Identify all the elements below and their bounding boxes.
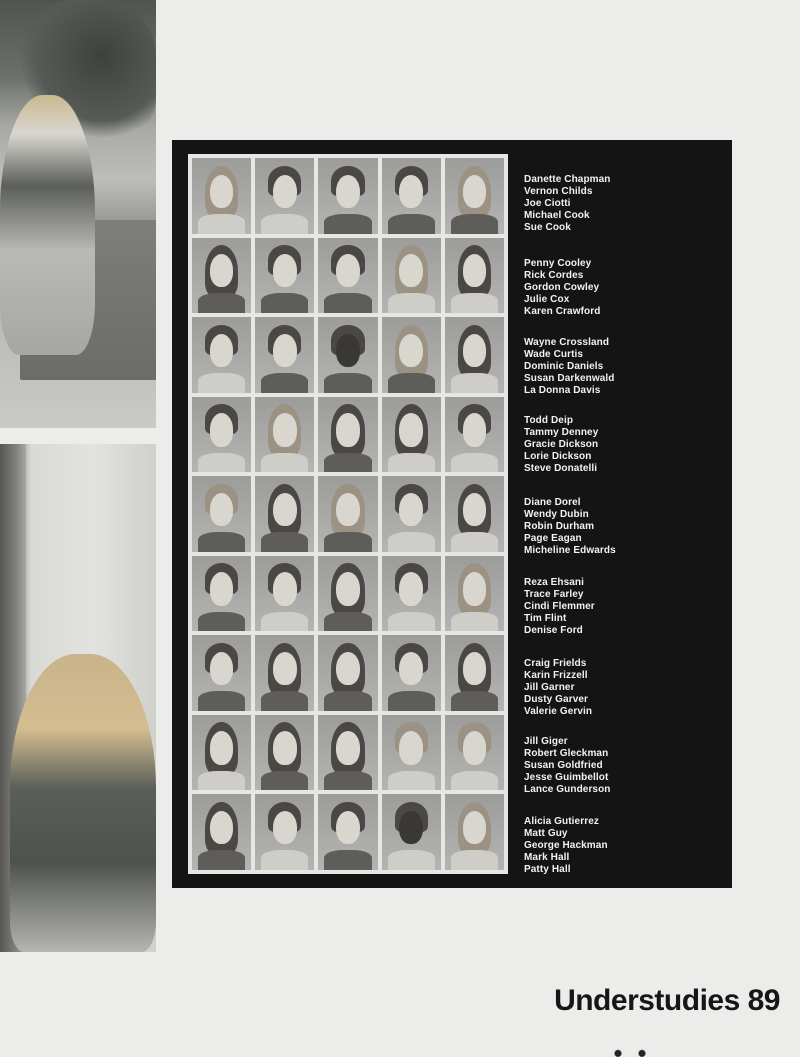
portrait-photo — [255, 397, 314, 473]
portrait-photo — [255, 794, 314, 870]
portrait-photo — [382, 238, 441, 314]
portrait-photo — [318, 794, 377, 870]
student-name: Tim Flint — [524, 613, 567, 624]
student-name: Reza Ehsani — [524, 577, 585, 588]
portrait-photo — [445, 556, 504, 632]
student-name: Penny Cooley — [524, 258, 592, 269]
student-name: Lance Gunderson — [524, 784, 611, 795]
portrait-photo — [255, 238, 314, 314]
name-group — [524, 497, 724, 557]
portrait-photo — [445, 715, 504, 791]
portrait-photo — [318, 715, 377, 791]
student-name: Cindi Flemmer — [524, 601, 595, 612]
portrait-panel — [172, 140, 732, 888]
portrait-photo — [445, 476, 504, 552]
portrait-photo — [382, 397, 441, 473]
candid-photo-top — [0, 0, 156, 428]
portrait-photo — [192, 715, 251, 791]
student-name: Trace Farley — [524, 589, 584, 600]
student-name: Valerie Gervin — [524, 706, 593, 717]
name-group — [524, 577, 724, 637]
portrait-photo — [382, 317, 441, 393]
portrait-photo — [192, 635, 251, 711]
student-name: Karin Frizzell — [524, 670, 588, 681]
portrait-photo — [318, 238, 377, 314]
portrait-photo — [445, 635, 504, 711]
student-name: Joe Ciotti — [524, 198, 571, 209]
print-mark — [600, 1048, 660, 1057]
name-group — [524, 174, 724, 234]
student-name: Wayne Crossland — [524, 337, 610, 348]
student-name: Gracie Dickson — [524, 439, 599, 450]
student-name: Page Eagan — [524, 533, 582, 544]
candid-student-sitting — [0, 95, 95, 355]
student-name: Dusty Garver — [524, 694, 589, 705]
page-number: 89 — [747, 984, 780, 1017]
student-name: Tammy Denney — [524, 427, 599, 438]
portrait-photo — [318, 158, 377, 234]
portrait-photo — [255, 556, 314, 632]
portrait-photo — [445, 238, 504, 314]
portrait-photo — [192, 158, 251, 234]
student-name: Todd Deip — [524, 415, 574, 426]
student-name: Karen Crawford — [524, 306, 601, 317]
student-name: Lorie Dickson — [524, 451, 592, 462]
student-name: Robert Gleckman — [524, 748, 609, 759]
portrait-photo — [445, 397, 504, 473]
student-name: Matt Guy — [524, 828, 568, 839]
candid-photo-bottom — [0, 444, 156, 952]
portrait-photo — [255, 715, 314, 791]
portrait-photo — [318, 556, 377, 632]
student-name: Wendy Dubin — [524, 509, 589, 520]
portrait-photo — [255, 476, 314, 552]
student-name: Steve Donatelli — [524, 463, 598, 474]
candid-student-profile — [10, 654, 156, 952]
student-name: Susan Goldfried — [524, 760, 603, 771]
portrait-photo — [318, 635, 377, 711]
student-name: Sue Cook — [524, 222, 571, 233]
student-name: Rick Cordes — [524, 270, 584, 281]
student-name: Gordon Cowley — [524, 282, 600, 293]
student-name: Denise Ford — [524, 625, 583, 636]
portrait-photo — [255, 635, 314, 711]
portrait-photo — [382, 794, 441, 870]
portrait-photo — [255, 317, 314, 393]
name-group — [524, 337, 724, 397]
portrait-photo — [255, 158, 314, 234]
student-name: Craig Frields — [524, 658, 587, 669]
portrait-grid — [188, 154, 508, 874]
student-name: Diane Dorel — [524, 497, 581, 508]
student-name: Alicia Gutierrez — [524, 816, 599, 827]
name-group — [524, 258, 724, 318]
student-name: Jill Garner — [524, 682, 575, 693]
portrait-photo — [382, 556, 441, 632]
student-name: Vernon Childs — [524, 186, 593, 197]
portrait-photo — [192, 556, 251, 632]
student-name: Danette Chapman — [524, 174, 611, 185]
portrait-photo — [382, 635, 441, 711]
student-name: Susan Darkenwald — [524, 373, 615, 384]
student-name: Micheline Edwards — [524, 545, 616, 556]
page-folio — [554, 984, 780, 1018]
portrait-photo — [382, 158, 441, 234]
portrait-photo — [192, 794, 251, 870]
student-name: Julie Cox — [524, 294, 570, 305]
section-title: Understudies — [554, 984, 740, 1017]
portrait-photo — [192, 397, 251, 473]
name-group — [524, 415, 724, 475]
student-name: Jesse Guimbellot — [524, 772, 609, 783]
student-name: Robin Durham — [524, 521, 595, 532]
portrait-photo — [445, 158, 504, 234]
name-group — [524, 736, 724, 796]
portrait-photo — [318, 317, 377, 393]
portrait-photo — [192, 238, 251, 314]
portrait-photo — [382, 476, 441, 552]
student-name: Wade Curtis — [524, 349, 584, 360]
student-name: Dominic Daniels — [524, 361, 604, 372]
student-name: Michael Cook — [524, 210, 590, 221]
student-name: Mark Hall — [524, 852, 570, 863]
portrait-photo — [192, 317, 251, 393]
portrait-photo — [445, 317, 504, 393]
name-group — [524, 658, 724, 718]
student-name: George Hackman — [524, 840, 608, 851]
portrait-photo — [382, 715, 441, 791]
portrait-photo — [445, 794, 504, 870]
portrait-photo — [192, 476, 251, 552]
student-name: Jill Giger — [524, 736, 568, 747]
name-group — [524, 816, 724, 876]
portrait-photo — [318, 476, 377, 552]
student-name: Patty Hall — [524, 864, 571, 875]
student-name: La Donna Davis — [524, 385, 601, 396]
portrait-photo — [318, 397, 377, 473]
